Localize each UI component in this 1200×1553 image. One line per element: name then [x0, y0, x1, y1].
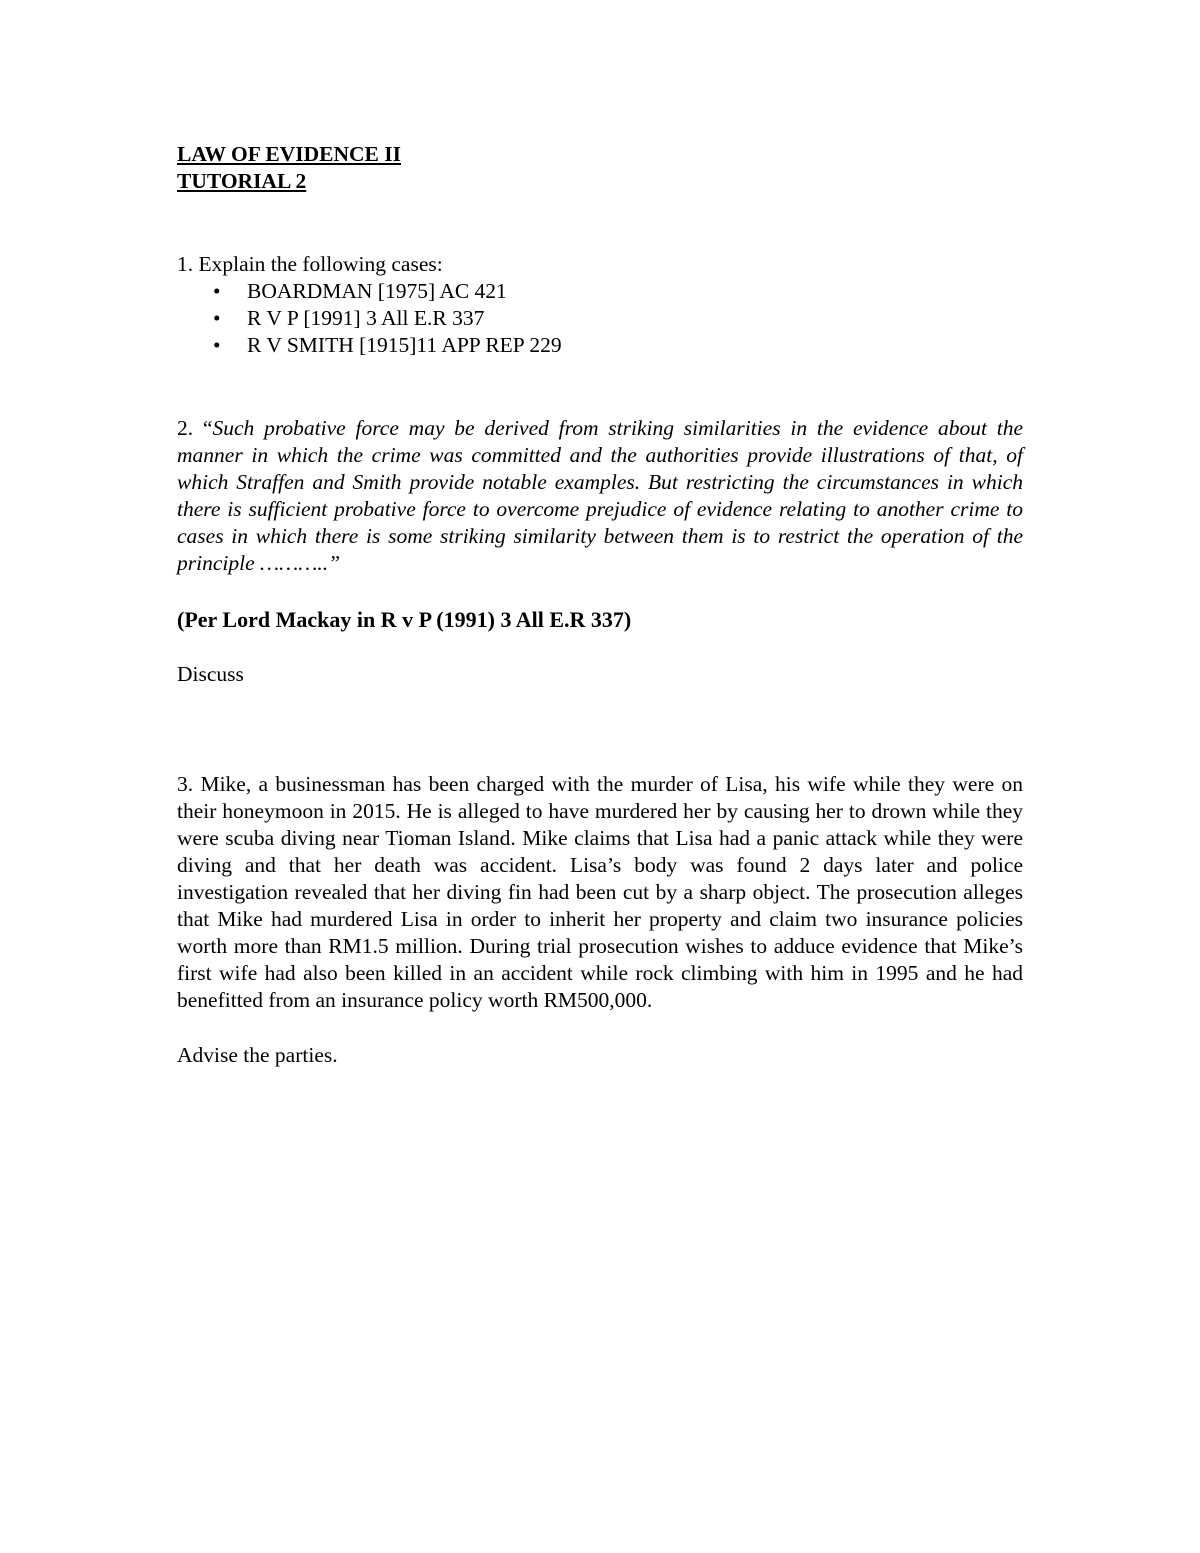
quote-text: Such probative force may be derived from striking similarities in the evidence about the manner in which the crime was committed and the authorities provide illustrations of that, of which Straffen and Smith provide notable examples. But restricting the circumstances in which there is sufficient probative force to overcome prejudice of evidence relating to another crime to cases in which there is some striking similarity between them is to restrict the operation of the principle ………..” — [177, 416, 1024, 575]
question-3-text: 3. Mike, a businessman has been charged with the murder of Lisa, his wife while they were on their honeymoon in 2015. He is alleged to have murdered her by causing her to drown while they were scuba diving near Tioman Island. Mike claims that Lisa had a panic attack while they were diving and that her death was accident. Lisa’s body was found 2 days later and police investigation revealed that her diving fin had been cut by a sharp object. The prosecution alleges that Mike had murdered Lisa in order to inherit her property and claim two insurance policies worth more than RM1.5 million. During trial prosecution wishes to adduce evidence that Mike’s first wife had also been killed in an accident while rock climbing with him in 1995 and he had benefitted from an insurance policy worth RM500,000. — [177, 772, 1023, 1012]
question-2-number: 2. “ — [177, 416, 213, 440]
list-item — [213, 332, 1023, 359]
question-2 — [177, 415, 1023, 688]
case-name: R V SMITH [1915]11 APP REP 229 — [247, 333, 562, 357]
question-1 — [177, 251, 1023, 359]
document-page — [177, 141, 1023, 1069]
question-3 — [177, 771, 1023, 1069]
case-name: BOARDMAN [1975] AC 421 — [247, 279, 507, 303]
bullet-icon: • — [213, 333, 221, 357]
question-2-quote — [177, 415, 1023, 577]
question-1-intro: 1. Explain the following cases: — [177, 252, 443, 276]
document-title: LAW OF EVIDENCE II — [177, 142, 402, 166]
case-name: R V P [1991] 3 All E.R 337 — [247, 306, 485, 330]
question-2-instruction: Discuss — [177, 662, 244, 686]
bullet-icon: • — [213, 306, 221, 330]
question-3-instruction: Advise the parties. — [177, 1043, 338, 1067]
bullet-icon: • — [213, 279, 221, 303]
document-subtitle: TUTORIAL 2 — [177, 169, 307, 193]
list-item — [213, 305, 1023, 332]
list-item — [213, 278, 1023, 305]
quote-citation: (Per Lord Mackay in R v P (1991) 3 All E.R 337) — [177, 607, 632, 632]
case-list — [177, 278, 1023, 359]
